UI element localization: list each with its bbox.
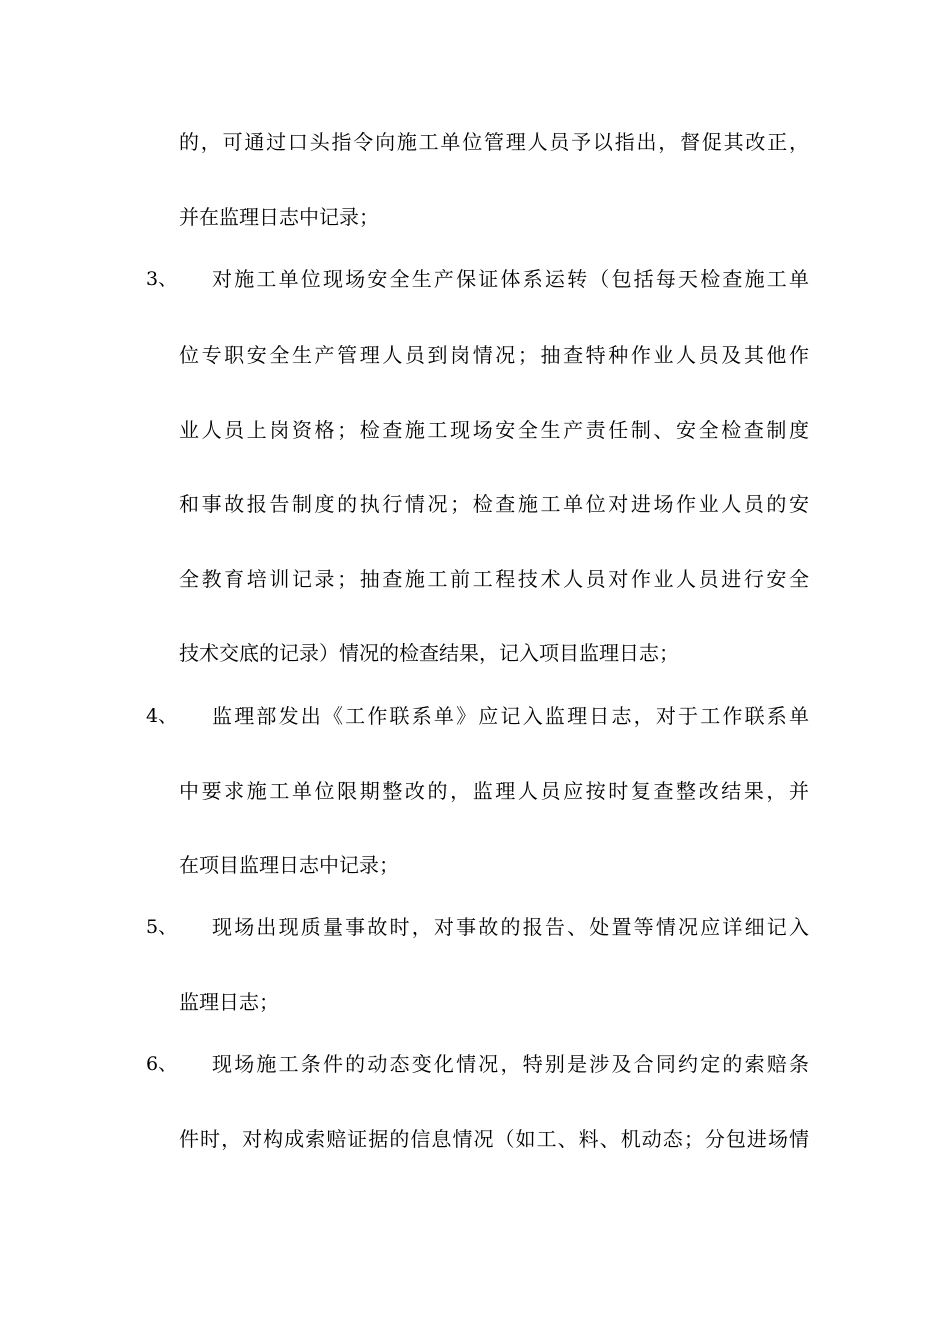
item-number: 4、 — [146, 705, 178, 727]
paragraph-line: 在项目监理日志中记录； — [179, 853, 399, 877]
paragraph-line: 对施工单位现场安全生产保证体系运转（包括每天检查施工单 — [212, 267, 809, 291]
paragraph-line: 位专职安全生产管理人员到岗情况；抽查特种作业人员及其他作 — [179, 343, 809, 367]
paragraph-line: 现场施工条件的动态变化情况，特别是涉及合同约定的索赔条 — [212, 1052, 809, 1076]
item-number: 6、 — [146, 1053, 178, 1075]
paragraph-line: 并在监理日志中记录； — [179, 205, 379, 229]
paragraph-line: 全教育培训记录；抽查施工前工程技术人员对作业人员进行安全 — [179, 567, 809, 591]
paragraph-line: 中要求施工单位限期整改的，监理人员应按时复查整改结果，并 — [179, 779, 809, 803]
paragraph-line: 现场出现质量事故时，对事故的报告、处置等情况应详细记入 — [212, 915, 809, 939]
item-number: 3、 — [146, 268, 178, 290]
paragraph-line: 监理日志； — [179, 990, 279, 1014]
paragraph-line: 和事故报告制度的执行情况；检查施工单位对进场作业人员的安 — [179, 492, 809, 516]
item-number: 5、 — [146, 916, 178, 938]
paragraph-line: 的，可通过口头指令向施工单位管理人员予以指出，督促其改正， — [179, 130, 809, 154]
paragraph-line: 件时，对构成索赔证据的信息情况（如工、料、机动态；分包进场情 — [179, 1127, 809, 1151]
paragraph-line: 监理部发出《工作联系单》应记入监理日志，对于工作联系单 — [212, 704, 809, 728]
paragraph-line: 业人员上岗资格；检查施工现场安全生产责任制、安全检查制度 — [179, 418, 809, 442]
paragraph-line: 技术交底的记录）情况的检查结果，记入项目监理日志； — [179, 641, 679, 665]
